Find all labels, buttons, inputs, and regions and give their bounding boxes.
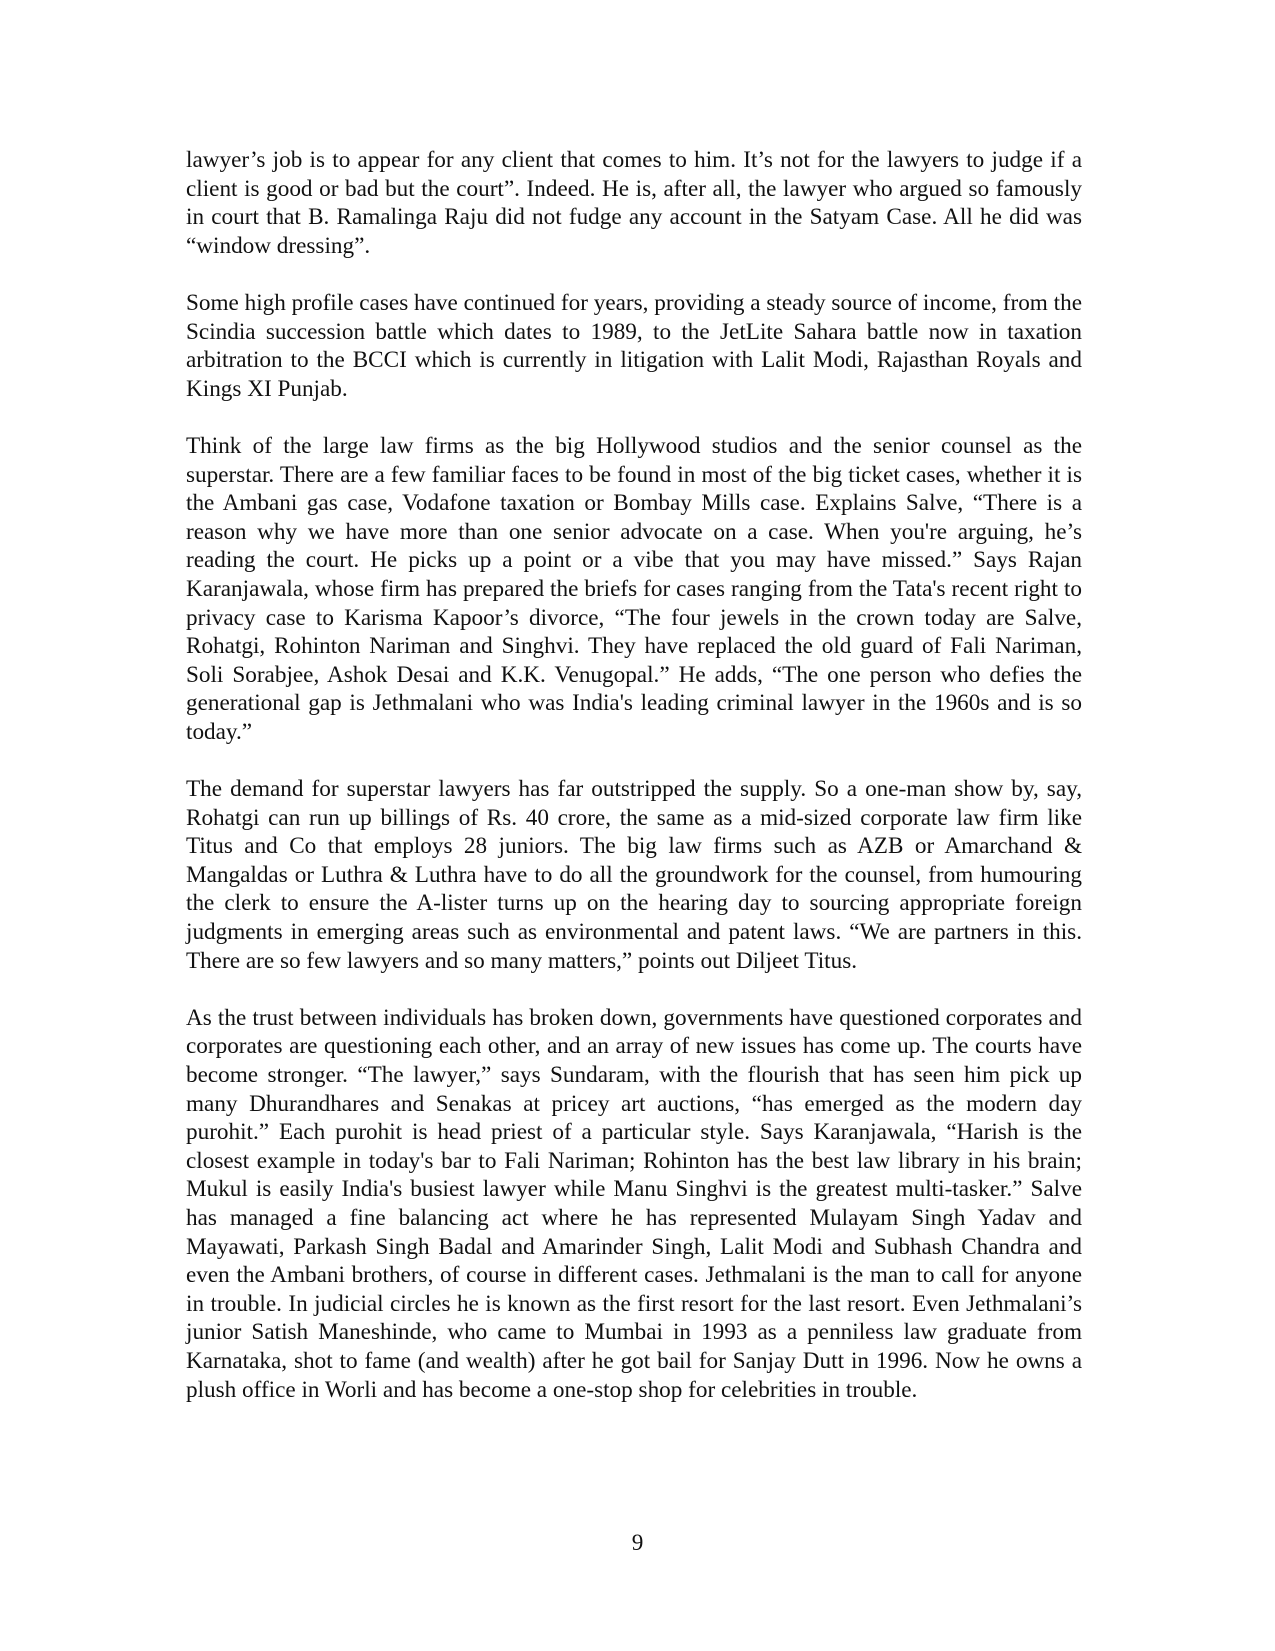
paragraph-4: The demand for superstar lawyers has far outstripped the supply. So a one-man show by, say, Rohatgi can run up billings of Rs. 40 crore, the same as a mid-sized corporate law firm like Titus and Co that employs 28 juniors. The big law firms such as AZB or Amarchand & Mangaldas or Luthra & Luthra have to do all the groundwork for the counsel, from humouring the clerk to ensure the A-lister turns up on the hearing day to sourcing appropriate foreign judgments in emerging areas such as environmental and patent laws. “We are partners in this. There are so few lawyers and so many matters,” points out Diljeet Titus. (186, 776, 1082, 974)
paragraph-3: Think of the large law firms as the big Hollywood studios and the senior counsel as the superstar. There are a few familiar faces to be found in most of the big ticket cases, whether it is the Ambani gas case, Vodafone taxation or Bombay Mills case. Explains Salve, “There is a reason why we have more than one senior advocate on a case. When you're arguing, he’s reading the court. He picks up a point or a vibe that you may have missed.” Says Rajan Karanjawala, whose firm has prepared the briefs for cases ranging from the Tata's recent right to privacy case to Karisma Kapoor’s divorce, “The four jewels in the crown today are Salve, Rohatgi, Rohinton Nariman and Singhvi. They have replaced the old guard of Fali Nariman, Soli Sorabjee, Ashok Desai and K.K. Venugopal.” He adds, “The one person who defies the generational gap is Jethmalani who was India's leading criminal lawyer in the 1960s and is so today.” (186, 432, 1082, 745)
body-text (186, 146, 1082, 1433)
paragraph-2: Some high profile cases have continued for years, providing a steady source of income, from the Scindia succession battle which dates to 1989, to the JetLite Sahara battle now in taxation arbitration to the BCCI which is currently in litigation with Lalit Modi, Rajasthan Royals and Kings XI Punjab. (186, 289, 1082, 402)
paragraph-1: lawyer’s job is to appear for any client that comes to him. It’s not for the lawyers to judge if a client is good or bad but the court”. Indeed. He is, after all, the lawyer who argued so famously in court that B. Ramalinga Raju did not fudge any account in the Satyam Case. All he did was “window dressing”. (186, 147, 1082, 259)
page-number: 9 (631, 1530, 644, 1556)
paragraph-5: As the trust between individuals has broken down, governments have questioned corporates and corporates are questioning each other, and an array of new issues has come up. The courts have become stronger. “The lawyer,” says Sundaram, with the flourish that has seen him pick up many Dhurandhares and Senakas at pricey art auctions, “has emerged as the modern day purohit.” Each purohit is head priest of a particular style. Says Karanjawala, “Harish is the closest example in today's bar to Fali Nariman; Rohinton has the best law library in his brain; Mukul is easily India's busiest lawyer while Manu Singhvi is the greatest multi-tasker.” Salve has managed a fine balancing act where he has represented Mulayam Singh Yadav and Mayawati, Parkash Singh Badal and Amarinder Singh, Lalit Modi and Subhash Chandra and even the Ambani brothers, of course in different cases. Jethmalani is the man to call for anyone in trouble. In judicial circles he is known as the first resort for the last resort. Even Jethmalani’s junior Satish Maneshinde, who came to Mumbai in 1993 as a penniless law graduate from Karnataka, shot to fame (and wealth) after he got bail for Sanjay Dutt in 1996. Now he owns a plush office in Worli and has become a one-stop shop for celebrities in trouble. (186, 1004, 1082, 1403)
